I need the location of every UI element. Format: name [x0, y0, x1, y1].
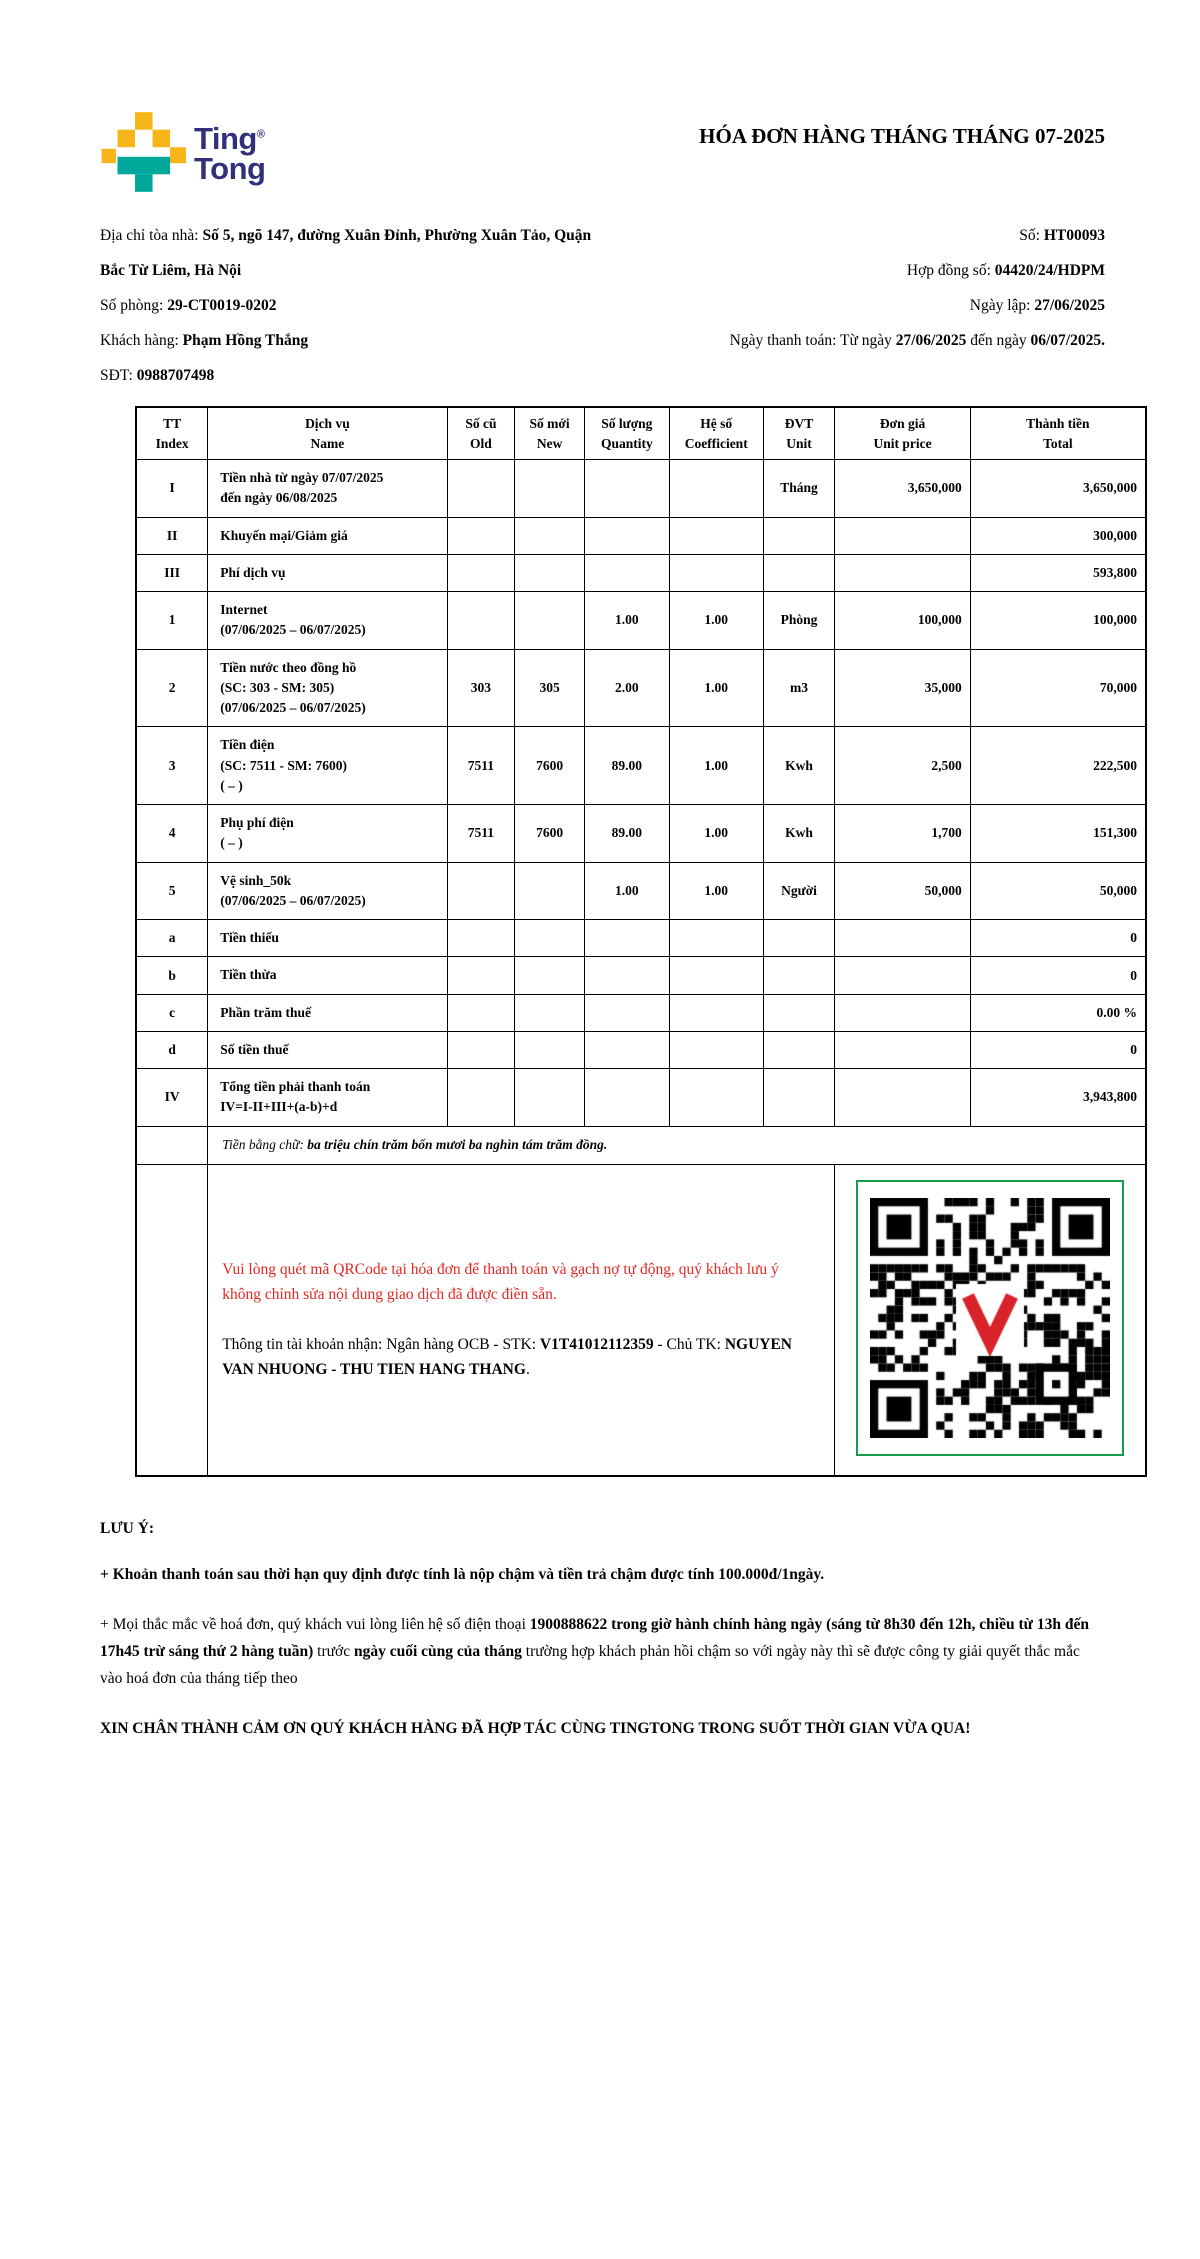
- cell-name: [208, 1069, 447, 1127]
- service-name-line: đến ngày 06/08/2025: [220, 490, 338, 506]
- logo-word-ting: Ting: [194, 121, 257, 156]
- service-name-line: Tiền nước theo đồng hồ: [220, 659, 357, 675]
- cell-unit: [763, 517, 835, 554]
- cell-qty: [584, 957, 669, 994]
- cell-coef: [669, 957, 763, 994]
- cell-new: [515, 517, 585, 554]
- cell-coef: [669, 920, 763, 957]
- cell-coef: 1.00: [669, 805, 763, 863]
- cell-tt: 5: [136, 862, 208, 920]
- text-segment: đến ngày: [966, 332, 1031, 349]
- cell-name: [208, 994, 447, 1031]
- service-name-line: Phí dịch vụ: [220, 564, 286, 580]
- cell-qty: [584, 460, 669, 518]
- cell-unit: Kwh: [763, 805, 835, 863]
- cell-price: 50,000: [835, 862, 970, 920]
- cell-unit: [763, 1069, 835, 1127]
- payment-instructions-cell: [208, 1164, 835, 1476]
- cell-new: [515, 994, 585, 1031]
- qr-code-cell: [835, 1164, 1146, 1476]
- text-segment: Ngày thanh toán: Từ ngày: [729, 332, 896, 349]
- service-name-line: Internet: [220, 602, 268, 618]
- column-header-label: Old: [470, 435, 492, 451]
- payment-qr-row: [136, 1164, 1146, 1476]
- registered-mark: ®: [256, 128, 265, 141]
- cell-coef: 1.00: [669, 727, 763, 805]
- table-row: [136, 554, 1146, 591]
- cell-tt: 3: [136, 727, 208, 805]
- amount-in-words-label: Tiền bằng chữ:: [222, 1137, 308, 1153]
- column-header-label: Thành tiền: [1026, 416, 1090, 431]
- cell-new: [515, 460, 585, 518]
- notes-heading: LƯU Ý:: [100, 1520, 155, 1538]
- column-header-label: Unit price: [873, 435, 932, 451]
- cell-new: [515, 554, 585, 591]
- column-header: [136, 407, 208, 460]
- cell-new: 7600: [515, 805, 585, 863]
- service-name-line: (07/06/2025 – 06/07/2025): [220, 700, 366, 716]
- text-segment: - Chủ TK:: [653, 1335, 725, 1353]
- cell-unit: [763, 920, 835, 957]
- column-header: [970, 407, 1146, 460]
- cell-coef: [669, 554, 763, 591]
- hotline-note: [100, 1611, 1105, 1692]
- cell-qty: 89.00: [584, 805, 669, 863]
- service-name-line: Số tiền thuế: [220, 1041, 289, 1057]
- cell-coef: [669, 1069, 763, 1127]
- cell-old: [447, 957, 515, 994]
- invoice-info-left: [100, 218, 596, 393]
- cell-name: [208, 805, 447, 863]
- cell-tt: c: [136, 994, 208, 1031]
- building-address-line: Địa chỉ tòa nhà: Số 5, ngõ 147, đường Xuân Đỉnh, Phường Xuân Tảo, Quận Bắc Từ Liêm, Hà Nội: [100, 227, 592, 279]
- service-name-line: Vệ sinh_50k: [220, 872, 292, 888]
- cell-total: 50,000: [970, 862, 1146, 920]
- cell-total: 0: [970, 920, 1146, 957]
- service-name-line: IV=I-II+III+(a-b)+d: [220, 1099, 338, 1115]
- service-name-line: Khuyến mại/Giảm giá: [220, 527, 348, 543]
- cell-total: 0: [970, 957, 1146, 994]
- cell-new: 7600: [515, 727, 585, 805]
- cell-qty: [584, 554, 669, 591]
- text-segment: 06/07/2025.: [1030, 332, 1105, 349]
- table-row: [136, 649, 1146, 727]
- service-name-line: (SC: 7511 - SM: 7600): [220, 757, 347, 773]
- customer-name-line: Khách hàng: Phạm Hồng Thắng: [100, 332, 309, 349]
- amount-in-words-index-cell: [136, 1126, 208, 1164]
- phone-line: SĐT: 0988707498: [100, 367, 215, 384]
- column-header-label: Số lượng: [601, 416, 653, 431]
- column-header: [447, 407, 515, 460]
- cell-total: 222,500: [970, 727, 1146, 805]
- cell-unit: [763, 1031, 835, 1068]
- cell-unit: [763, 957, 835, 994]
- column-header-label: Unit: [786, 435, 812, 451]
- thank-you-message: XIN CHÂN THÀNH CẢM ƠN QUÝ KHÁCH HÀNG ĐÃ HỢP TÁC CÙNG TINGTONG TRONG SUỐT THỜI GIAN VỪA QUA!: [100, 1719, 971, 1737]
- cell-name: [208, 649, 447, 727]
- cell-price: [835, 957, 970, 994]
- service-name-line: Tiền thiếu: [220, 930, 279, 946]
- cell-name: [208, 920, 447, 957]
- text-segment: trước: [313, 1643, 354, 1661]
- column-header-label: Coefficient: [684, 435, 748, 451]
- column-header: [669, 407, 763, 460]
- service-name-line: (07/06/2025 – 06/07/2025): [220, 622, 366, 638]
- table-row: [136, 460, 1146, 518]
- table-header-row: [136, 407, 1146, 460]
- cell-new: [515, 1031, 585, 1068]
- cell-tt: IV: [136, 1069, 208, 1127]
- cell-price: [835, 920, 970, 957]
- cell-total: 300,000: [970, 517, 1146, 554]
- cell-old: [447, 994, 515, 1031]
- text-segment: Thông tin tài khoản nhận: Ngân hàng OCB - STK:: [222, 1335, 540, 1353]
- cell-tt: a: [136, 920, 208, 957]
- cell-old: [447, 592, 515, 650]
- column-header-label: Index: [155, 435, 189, 451]
- service-name-line: Phụ phí điện: [220, 815, 294, 831]
- invoice-table-footer: [136, 1126, 1146, 1476]
- tingtong-logo-text: [194, 121, 266, 187]
- late-payment-note: + Khoản thanh toán sau thời hạn quy định được tính là nộp chậm và tiền trả chậm được tính 100.000đ/1ngày.: [100, 1566, 825, 1584]
- table-row: [136, 805, 1146, 863]
- cell-name: [208, 460, 447, 518]
- column-header-label: Total: [1043, 435, 1073, 451]
- text-segment: ngày cuối cùng của tháng: [353, 1643, 522, 1661]
- cell-unit: Người: [763, 862, 835, 920]
- column-header-label: Đơn giá: [879, 416, 926, 431]
- cell-unit: Tháng: [763, 460, 835, 518]
- invoice-info: [0, 192, 1200, 393]
- cell-name: [208, 727, 447, 805]
- cell-name: [208, 1031, 447, 1068]
- text-segment: 27/06/2025: [895, 332, 967, 349]
- column-header-label: TT: [163, 416, 182, 431]
- cell-unit: [763, 994, 835, 1031]
- cell-total: 70,000: [970, 649, 1146, 727]
- logo-word-tong: Tong: [194, 151, 266, 187]
- text-segment: .: [525, 1361, 530, 1379]
- page-header: [0, 0, 1200, 192]
- invoice-table-head: [136, 407, 1146, 460]
- tingtong-logo: [100, 112, 265, 192]
- cell-price: [835, 1069, 970, 1127]
- column-header: [763, 407, 835, 460]
- cell-new: [515, 1069, 585, 1127]
- table-row: [136, 920, 1146, 957]
- cell-old: [447, 862, 515, 920]
- cell-old: [447, 1069, 515, 1127]
- cell-coef: 1.00: [669, 862, 763, 920]
- cell-coef: [669, 517, 763, 554]
- cell-old: [447, 1031, 515, 1068]
- column-header-label: Dịch vụ: [305, 416, 350, 431]
- service-name-line: Tiền nhà từ ngày 07/07/2025: [220, 470, 384, 486]
- cell-coef: [669, 994, 763, 1031]
- invoice-number-line: Số: HT00093: [1019, 227, 1105, 244]
- table-row: [136, 727, 1146, 805]
- column-header: [515, 407, 585, 460]
- column-header-label: Name: [310, 435, 345, 451]
- cell-qty: 1.00: [584, 862, 669, 920]
- column-header: [584, 407, 669, 460]
- room-number-line: Số phòng: 29-CT0019-0202: [100, 297, 277, 314]
- cell-total: 151,300: [970, 805, 1146, 863]
- column-header-label: Hệ số: [700, 416, 733, 431]
- amount-in-words-row: [136, 1126, 1146, 1164]
- cell-price: [835, 517, 970, 554]
- column-header-label: ĐVT: [784, 416, 814, 431]
- invoice-title: HÓA ĐƠN HÀNG THÁNG THÁNG 07-2025: [699, 124, 1105, 148]
- qr-code-frame: [856, 1180, 1124, 1456]
- table-row: [136, 1069, 1146, 1127]
- cell-qty: 2.00: [584, 649, 669, 727]
- qr-payment-note: Vui lòng quét mã QRCode tại hóa đơn để thanh toán và gạch nợ tự động, quý khách lưu ý không chỉnh sửa nội dung giao dịch đã được điền sẵn.: [222, 1260, 779, 1304]
- qr-code: [870, 1198, 1110, 1438]
- column-header-label: Số mới: [529, 416, 570, 431]
- cell-new: [515, 592, 585, 650]
- issue-date-line: Ngày lập: 27/06/2025: [969, 297, 1105, 314]
- cell-name: [208, 517, 447, 554]
- invoice-info-right: [596, 218, 1105, 393]
- text-segment: 1900888622 trong giờ hành chính hàng ngày (sáng từ 8h30 đến 12h, chiều từ 13h đến 17h45 trừ sáng thứ 2 hàng tuần): [100, 1616, 1089, 1661]
- cell-qty: [584, 920, 669, 957]
- column-header-label: Số cũ: [465, 416, 497, 431]
- footer-notes: [0, 1477, 1200, 1741]
- table-row: [136, 994, 1146, 1031]
- service-name-line: ( – ): [220, 777, 243, 793]
- cell-total: 3,943,800: [970, 1069, 1146, 1127]
- cell-name: [208, 592, 447, 650]
- cell-total: 593,800: [970, 554, 1146, 591]
- cell-old: [447, 554, 515, 591]
- invoice-table: [135, 406, 1147, 1477]
- cell-price: [835, 994, 970, 1031]
- cell-qty: [584, 1031, 669, 1068]
- cell-unit: Phòng: [763, 592, 835, 650]
- table-row: [136, 517, 1146, 554]
- cell-price: 3,650,000: [835, 460, 970, 518]
- cell-price: 100,000: [835, 592, 970, 650]
- cell-tt: 2: [136, 649, 208, 727]
- column-header-label: Quantity: [600, 435, 653, 451]
- column-header: [835, 407, 970, 460]
- payment-date-line: [730, 332, 1105, 349]
- cell-tt: 4: [136, 805, 208, 863]
- text-segment: trường hợp khách phản hồi chậm so với ngày này thì sẽ được công ty giải quyết thắc mắc vào hoá đơn của tháng tiếp theo: [100, 1643, 1080, 1688]
- cell-tt: I: [136, 460, 208, 518]
- cell-price: 35,000: [835, 649, 970, 727]
- cell-coef: 1.00: [669, 649, 763, 727]
- receiving-account-info: [222, 1332, 808, 1383]
- service-name-line: Tổng tiền phải thanh toán: [220, 1079, 371, 1095]
- cell-old: [447, 460, 515, 518]
- column-header: [208, 407, 447, 460]
- column-header-label: New: [536, 435, 563, 451]
- cell-old: 7511: [447, 805, 515, 863]
- cell-qty: 89.00: [584, 727, 669, 805]
- cell-new: [515, 957, 585, 994]
- table-row: [136, 592, 1146, 650]
- service-name-line: (SC: 303 - SM: 305): [220, 679, 335, 695]
- table-row: [136, 862, 1146, 920]
- cell-coef: 1.00: [669, 592, 763, 650]
- cell-old: 7511: [447, 727, 515, 805]
- tingtong-logo-icon: [100, 112, 186, 192]
- table-row: [136, 957, 1146, 994]
- service-name-line: Phần trăm thuế: [220, 1004, 311, 1020]
- cell-tt: 1: [136, 592, 208, 650]
- cell-total: 100,000: [970, 592, 1146, 650]
- cell-old: 303: [447, 649, 515, 727]
- payment-row-index-cell: [136, 1164, 208, 1476]
- text-segment: NGUYEN VAN NHUONG - THU TIEN HANG THANG: [222, 1335, 792, 1379]
- cell-qty: 1.00: [584, 592, 669, 650]
- cell-total: 0: [970, 1031, 1146, 1068]
- service-name-line: (07/06/2025 – 06/07/2025): [220, 892, 366, 908]
- cell-tt: III: [136, 554, 208, 591]
- service-name-line: ( – ): [220, 835, 243, 851]
- cell-total: 0.00 %: [970, 994, 1146, 1031]
- cell-price: 2,500: [835, 727, 970, 805]
- table-row: [136, 1031, 1146, 1068]
- cell-name: [208, 957, 447, 994]
- cell-price: [835, 554, 970, 591]
- cell-tt: d: [136, 1031, 208, 1068]
- cell-tt: b: [136, 957, 208, 994]
- amount-in-words-value: ba triệu chín trăm bốn mươi ba nghìn tám trăm đồng.: [307, 1137, 608, 1153]
- service-name-line: Tiền thừa: [220, 967, 277, 983]
- cell-unit: m3: [763, 649, 835, 727]
- text-segment: + Mọi thắc mắc về hoá đơn, quý khách vui lòng liên hệ số điện thoại: [100, 1616, 530, 1634]
- amount-in-words-cell: [208, 1126, 1146, 1164]
- cell-qty: [584, 517, 669, 554]
- cell-unit: Kwh: [763, 727, 835, 805]
- cell-tt: II: [136, 517, 208, 554]
- cell-old: [447, 920, 515, 957]
- cell-coef: [669, 1031, 763, 1068]
- cell-coef: [669, 460, 763, 518]
- cell-name: [208, 862, 447, 920]
- contract-number-line: Hợp đồng số: 04420/24/HDPM: [906, 262, 1105, 279]
- cell-total: 3,650,000: [970, 460, 1146, 518]
- cell-qty: [584, 1069, 669, 1127]
- cell-new: 305: [515, 649, 585, 727]
- cell-new: [515, 920, 585, 957]
- invoice-table-body: [136, 460, 1146, 1127]
- cell-price: [835, 1031, 970, 1068]
- cell-old: [447, 517, 515, 554]
- text-segment: V1T41012112359: [539, 1335, 654, 1353]
- cell-price: 1,700: [835, 805, 970, 863]
- cell-unit: [763, 554, 835, 591]
- cell-new: [515, 862, 585, 920]
- cell-name: [208, 554, 447, 591]
- service-name-line: Tiền điện: [220, 737, 275, 753]
- cell-qty: [584, 994, 669, 1031]
